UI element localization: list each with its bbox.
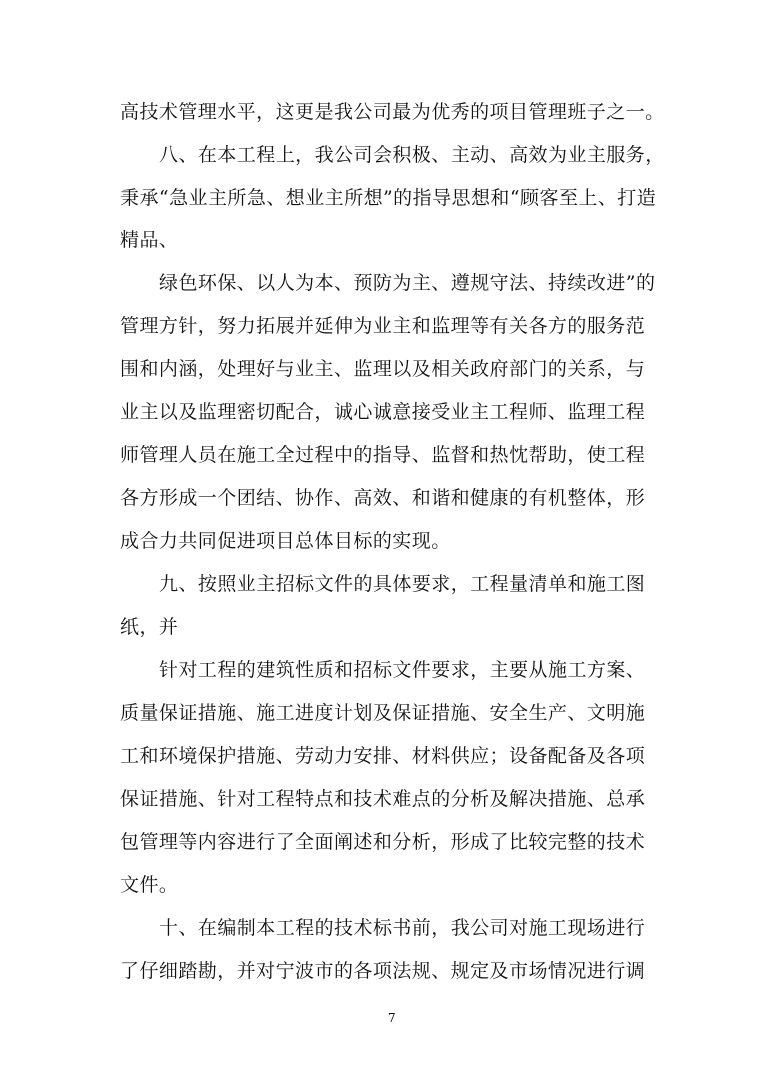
text-line: 九、按照业主招标文件的具体要求，工程量清单和施工图 [159,573,646,595]
page-number: 7 [388,1011,396,1025]
text-line: 管理方针，努力拓展并延伸为业主和监理等有关各方的服务范 [120,315,646,337]
text-line: 包管理等内容进行了全面阐述和分析，形成了比较完整的技术 [120,831,646,853]
text-line: 绿色环保、以人为本、预防为主、遵规守法、持续改进”的 [159,272,656,294]
text-line: 针对工程的建筑性质和招标文件要求，主要从施工方案、 [159,659,646,681]
text-line: 质量保证措施、施工进度计划及保证措施、安全生产、文明施 [120,702,646,724]
text-line: 成合力共同促进项目总体目标的实现。 [120,530,451,552]
text-line: 师管理人员在施工全过程中的指导、监督和热忱帮助，使工程 [120,444,646,466]
text-line: 秉承“急业主所急、想业主所想”的指导思想和“顾客至上、打造 [120,187,657,209]
text-line: 纸，并 [120,616,179,638]
text-line: 各方形成一个团结、协作、高效、和谐和健康的有机整体，形 [120,487,646,509]
text-line: 高技术管理水平，这更是我公司最为优秀的项目管理班子之一。 [120,101,665,123]
text-line: 围和内涵，处理好与业主、监理以及相关政府部门的关系，与 [120,358,646,380]
text-line: 精品、 [120,229,179,251]
text-line: 了仔细踏勘，并对宁波市的各项法规、规定及市场情况进行调 [120,960,646,982]
text-line: 文件。 [120,874,179,896]
text-line: 工和环境保护措施、劳动力安排、材料供应；设备配备及各项 [120,745,646,767]
text-line: 业主以及监理密切配合，诚心诚意接受业主工程师、监理工程 [120,401,646,423]
text-line: 保证措施、针对工程特点和技术难点的分析及解决措施、总承 [120,788,646,810]
text-line: 八、在本工程上，我公司会积极、主动、高效为业主服务， [159,144,665,166]
text-line: 十、在编制本工程的技术标书前，我公司对施工现场进行 [159,917,646,939]
